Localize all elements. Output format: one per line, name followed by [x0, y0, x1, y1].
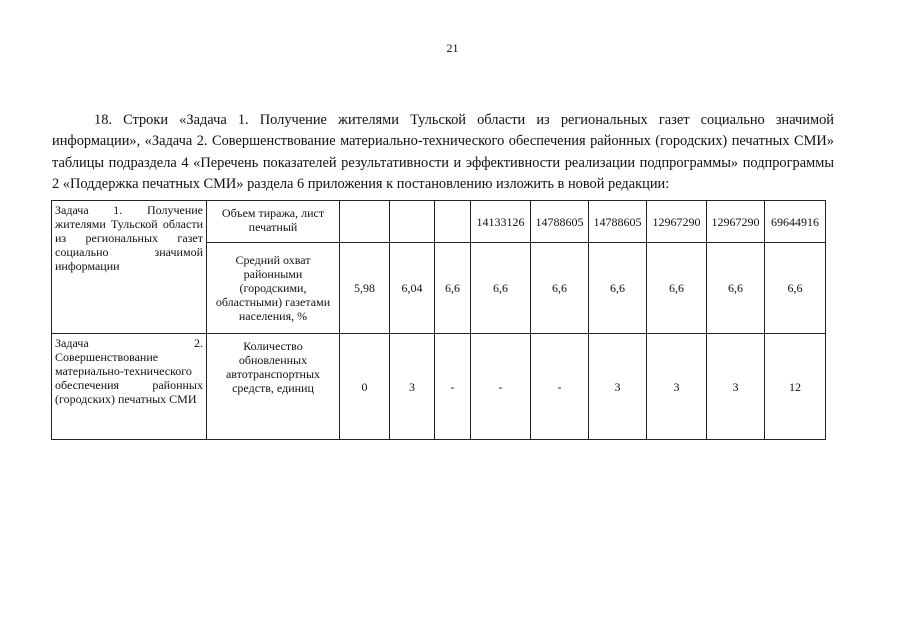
indicator-label: Средний охват районными (городскими, областными) газетами населения, % — [207, 243, 340, 334]
value-cell: - — [471, 334, 531, 440]
value-cell: 6,6 — [589, 243, 647, 334]
indicator-label: Объем тиража, лист печатный — [207, 201, 340, 243]
value-cell: - — [531, 334, 589, 440]
value-cell — [340, 201, 390, 243]
value-cell: 3 — [647, 334, 707, 440]
value-cell: 6,6 — [647, 243, 707, 334]
value-cell: 6,6 — [435, 243, 471, 334]
value-cell: 14133126 — [471, 201, 531, 243]
table-row — [52, 201, 826, 243]
value-cell: 6,6 — [531, 243, 589, 334]
value-cell — [435, 201, 471, 243]
value-cell: 6,6 — [765, 243, 826, 334]
indicators-table — [51, 200, 826, 440]
value-cell: 6,6 — [471, 243, 531, 334]
task-1-cell — [52, 201, 207, 334]
value-cell: 3 — [390, 334, 435, 440]
task-2-label: Задача 2. Совершенствование материально-технического обеспечения районных (городских) печатных СМИ — [55, 336, 203, 406]
value-cell: 0 — [340, 334, 390, 440]
value-cell — [390, 201, 435, 243]
value-cell: 3 — [707, 334, 765, 440]
task-2-cell — [52, 334, 207, 440]
indicator-label: Количество обновленных автотранспортных средств, единиц — [207, 334, 340, 440]
value-cell: 69644916 — [765, 201, 826, 243]
value-cell: 14788605 — [589, 201, 647, 243]
value-cell: 12 — [765, 334, 826, 440]
amendment-paragraph: 18. Строки «Задача 1. Получение жителями Тульской области из региональных газет социально значимой информации», «Задача 2. Совершенствование материально-технического обеспечения районных (городских) печатных СМИ» таблицы подраздела 4 «Перечень показателей результативности и эффективности реализации подпрограммы» подпрограммы 2 «Поддержка печатных СМИ» раздела 6 приложения к постановлению изложить в новой редакции: — [52, 112, 834, 192]
value-cell: 5,98 — [340, 243, 390, 334]
page-number: 21 — [446, 41, 459, 55]
value-cell: 3 — [589, 334, 647, 440]
value-cell: - — [435, 334, 471, 440]
value-cell: 12967290 — [647, 201, 707, 243]
value-cell: 14788605 — [531, 201, 589, 243]
value-cell: 12967290 — [707, 201, 765, 243]
table-row — [52, 334, 826, 440]
value-cell: 6,6 — [707, 243, 765, 334]
value-cell: 6,04 — [390, 243, 435, 334]
task-1-label: Задача 1. Получение жителями Тульской области из региональных газет социально значимой информации — [55, 203, 203, 273]
